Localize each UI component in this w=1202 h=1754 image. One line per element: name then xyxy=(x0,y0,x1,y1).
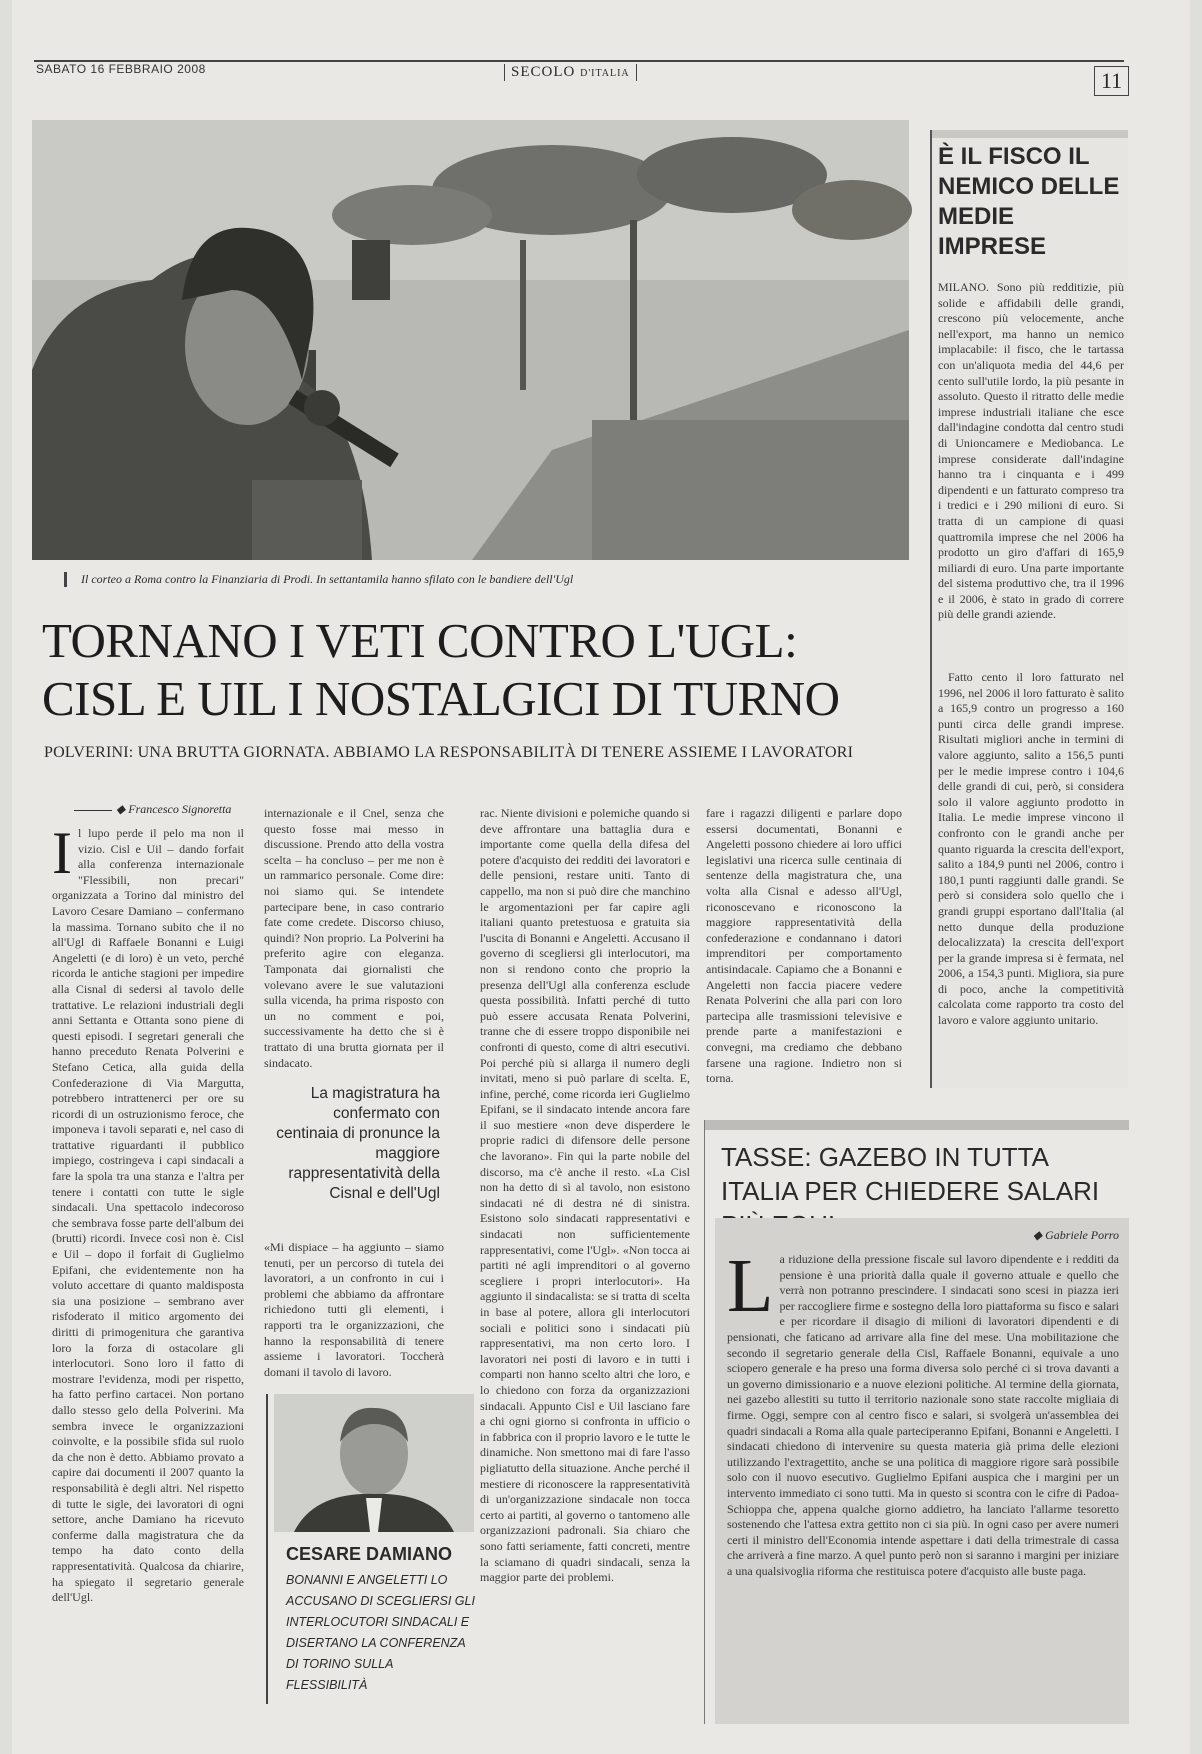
article-column-2a: internazionale e il Cnel, senza che questo fosse mai messo in discussione. Prendo atto della vostra scelta – ha concluso – per me non è un rammarico personale. Come dire: noi siamo qui. Se intendete partecipare bene, in caso contrario fate come credete. Discorso chiuso, quindi? Non proprio. La Polverini ha preferito agire con eleganza. Tamponata dai giornalisti che volevano avere le sue valutazioni sulla vicenda, ha prima risposto con un no comment e poi, successivamente ha detto che si è trattato di una brutta giornata per il sindacato. xyxy=(264,806,444,1070)
photo-caption: Il corteo a Roma contro la Finanziaria di Prodi. In settantamila hanno sfilato con le bandiere dell'Ugl xyxy=(64,572,921,587)
tasse-title: TASSE: GAZEBO IN TUTTA ITALIA PER CHIEDERE SALARI xyxy=(721,1142,1100,1206)
main-byline: ◆ Francesco Signoretta xyxy=(74,802,231,817)
fisco-top-bar xyxy=(932,130,1128,138)
main-headline xyxy=(42,612,912,728)
article-column-2b: «Mi dispiace – ha aggiunto – siamo tenuti, per un percorso di tutela dei lavoratori, a un confronto in cui i problemi che abbiamo da affrontare richiedono tutti gli elementi, i rapporti tra le organizzazioni, che hanno la responsabilità di tenere assieme i lavoratori. Toccherà domani il tavolo di lavoro. xyxy=(264,1240,444,1379)
damiano-name: CESARE DAMIANO xyxy=(286,1544,453,1564)
article-column-1-text: l lupo perde il pelo ma non il vizio. Cisl e Uil – dando forfait alla conferenza internazionale "Flessibili, non precari" organizzata a Torino dal ministro del Lavoro Cesare Damiano – confermano la massima. Tornano subito che il no all'Ugl di Raffaele Bonanni e Luigi Angeletti (e di loro) è un veto, perché ricorda le antiche stagioni per impedire alla Cisnal di sedersi al tavolo delle trattative. Le relazioni industriali degli anni Settanta e Ottanta sono piene di questi episodi. I segretari generali che hanno preceduto Renata Polverini e Stefano Cetica, alla guida della Confederazione di Via Margutta, potrebbero intrattenerci per ore su ricordi di un ostruzionismo feroce, che imponeva i tavoli separati e, nel caso di trattative riguardanti il pubblico impiego, costringeva i capi sindacali a fare la spola tra una stanza e l'altra per tenere i contatti con tutte le sigle sindacali. Una spettacolo indecoroso che sembrava fosse parte dell'album dei (brutti) ricordi. Invece così non è. Cisl e Uil – dopo il forfait di Guglielmo Epifani, che evidentemente non ha voluto accettare di quanto maldisposta sia una posizione – sembrano aver risfoderato il mitico argomento dei diritti di primogenitura che garantiva loro la forza di ostacolare gli interlocutori. Sono loro il fatto di mostrare l'evidenza, modi per rispetto, ha fatto perfino cartacei. Non portano dallo stesso gelo della Polverini. Ma sembra invece le organizzazioni coinvolte, e la possibile sfida sul ruolo da che non è detto. Abbiamo provato a capire dai documenti il 2007 quanto la responsabilità è degli altri. Nel rispetto di tutte le sigle, dei lavoratori di ogni settore, anche Damiano ha ricevuto conferme dalla magistratura che da tempo ha dato conto della rappresentatività. Qualcosa da chiarire, ha spiegato il segretario generale dell'Ugl. xyxy=(52,826,244,1605)
tasse-text-block xyxy=(727,1244,1119,1714)
damiano-subtitle: BONANNI E ANGELETTI LO ACCUSANO DI SCEGLIERSI GLI INTERLOCUTORI SINDACALI E DISERTANO LA CONFERENZA DI TORINO SULLA FLESSIBILITÀ xyxy=(286,1573,475,1692)
page-number: 11 xyxy=(1094,66,1129,96)
byline-rule xyxy=(74,810,112,811)
pull-quote: La magistratura ha confermato con centinaia di pronunce la maggiore rappresentatività della Cisnal e dell'Ugl xyxy=(276,1085,440,1202)
newspaper-page xyxy=(12,0,1190,1754)
issue-date: SABATO 16 FEBBRAIO 2008 xyxy=(36,62,206,76)
fisco-text-b: Fatto cento il loro fatturato nel 1996, nel 2006 il loro fatturato è salito a 165,9 contro un progresso a 160 punti circa delle grandi imprese. Risultati migliori anche in termini di valore aggiunto, salito a 156,5 punti per le medie imprese contro i 104,6 delle grandi di cui, però, si considera solo il valore aggiunto prodotto in Italia. Le medie imprese vincono il confronto con le grandi anche per quanto riguarda la crescita dell'export, salito a 184,9 punti nel 2006, contro i 180,1 punti raggiunti dalle grandi. Se però si considera solo quello che i grandi gruppi esportano dall'Italia (al netto dunque della produzione delocalizzata) la crescita dell'export per la grande impresa si è fermata, nel 2006, a 154,3 punti. Migliora, sia pure di poco, anche la competitività calcolata come rapporto tra costo del lavoro e valore aggiunto unitario. xyxy=(938,670,1124,1028)
headline-line-1: TORNANO I VETI CONTRO L'UGL: xyxy=(42,613,798,668)
main-subhead: POLVERINI: UNA BRUTTA GIORNATA. ABBIAMO LA RESPONSABILITÀ DI TENERE ASSIEME I LAVORATORI xyxy=(44,744,854,761)
tasse-box xyxy=(704,1120,1129,1724)
article-column-1 xyxy=(52,820,244,1736)
headline-line-2: CISL E UIL I NOSTALGICI DI TURNO xyxy=(42,671,840,726)
damiano-portrait xyxy=(274,1394,474,1532)
article-column-4: fare i ragazzi diligenti e parlare dopo essersi documentati, Bonanni e Angeletti possono chiedere ai loro uffici legislativi una ricerca sulle centinaia di sentenze della magistratura che, una volta alla Cisnal e adesso all'Ugl, riconoscevano e riconoscono la maggiore rappresentatività della confederazione e condannano i datori imprenditori per comportamento antisindacale. Capiamo che a Bonanni e Angeletti non faccia piacere vedere Renata Polverini che alla pari con loro partecipa alle trasmissioni televisive e prende parte a manifestazioni e convegni, ma crediamo che debbano farsene una ragione. Indietro non si torna. xyxy=(706,806,902,1086)
damiano-box xyxy=(266,1394,476,1704)
fisco-sidebar xyxy=(930,130,1128,1088)
main-byline-author: Francesco Signoretta xyxy=(128,802,232,816)
fisco-text-a: MILANO. Sono più redditizie, più solide e affidabili delle grandi, crescono più velocemente, anche nell'export, ma hanno un nemico implacabile: il fisco, che le tartassa con un'aliquota media del 44,6 per cento sull'utile lordo, la più pesante in assoluto. Questo il ritratto delle medie imprese industriali italiane che esce dall'indagine condotta dal centro studi di Unioncamere e Mediobanca. Le imprese considerate dall'indagine hanno tra i cinquanta e i 499 dipendenti e un fatturato compreso tra i tredici e i 290 milioni di euro. Si tratta di un campione di quasi quattromila imprese che nel 2006 ha prodotto un giro d'affari di 165,9 miliardi di euro. Una parte importante del sistema produttivo che, tra il 1996 e il 2006, è stato in grado di correre più delle grandi aziende. xyxy=(938,280,1124,622)
article-dropcap: I xyxy=(52,820,72,886)
page-header xyxy=(34,54,1124,94)
tasse-text: a riduzione della pressione fiscale sul lavoro dipendente e i redditi da pensione è una priorità dalla quale il governo attuale e quello che verrà non potranno prescindere. I sindacati sono scesi in piazza ieri per raccogliere firme e sostegno della loro piattaforma su fisco e salari e per ricordare il disagio di milioni di lavoratori dipendenti e di pensionati, che faticano ad arrivare alla fine del mese. Una mobilitazione che secondo il segretario generale della Cisl, Raffaele Bonanni, equivale a uno sciopero generale e ha preso una forma diversa solo perché ci si trova davanti a un governo dimissionario e a nuove elezioni politiche. Al termine della giornata, nei gazebo allestiti su tutto il territorio nazionale sono state raccolte migliaia di firme. Oggi, sempre con al centro fisco e salari, si svolgerà un'assemblea dei quadri sindacali a Roma alla quale parteciperanno Epifani, Bonanni e Angeletti. I sindacati chiedono di intervenire su questa materia già prima delle elezioni utilizzando l'extragettito, anche se una politica di maggiore rigore sarà possibile solo con il nuovo esecutivo. Guglielmo Epifani auspica che i margini per un intervento immediato ci sono tutti. Ma in questo si scontra con le cifre di Padoa-Schioppa che, appena qualche giorno addietro, ha lanciato l'allarme tesoretto sostenendo che l'attesa extra gettito non ci sia più. In ogni caso per avere numeri certi il ministro dell'Economia intende aspettare i dati della trimestrale di cassa che arriverà a fine marzo. A quel punto però non si saranno i margini per iniziare a una qualsivoglia riforma che restituisca potere d'acquisto alle buste paga. xyxy=(727,1252,1119,1578)
tasse-body xyxy=(715,1218,1129,1724)
rally-photo xyxy=(32,120,909,560)
tasse-byline-author: Gabriele Porro xyxy=(1045,1228,1119,1242)
tasse-dropcap: L xyxy=(727,1244,774,1328)
fisco-title: È IL FISCO IL NEMICO DELLE MEDIE IMPRESE xyxy=(938,143,1120,260)
tasse-byline: ◆ Gabriele Porro xyxy=(1032,1228,1119,1242)
masthead-suffix: D'ITALIA xyxy=(580,68,630,79)
masthead-name: SECOLO xyxy=(511,64,576,80)
masthead xyxy=(504,64,637,81)
damiano-portrait-image xyxy=(274,1394,474,1532)
rally-photo-image xyxy=(32,120,909,560)
tasse-top-bar xyxy=(705,1120,1129,1130)
article-column-3: rac. Niente divisioni e polemiche quando si deve affrontare una battaglia dura e importante come quella della difesa del potere d'acquisto dei redditi dei lavoratori e delle pensioni, restare uniti. Tanto di cappello, ma non si può dire che manchino le argomentazioni per far capire agli italiani quanto pretestuosa e gratuita sia l'uscita di Bonanni e Angeletti. Accusano il governo di scegliersi gli interlocutori, ma non si rendono conto che proprio la presenza dell'Ugl alla conferenza esclude questa possibilità. Infatti perché di tutto può essere accusata Renata Polverini, tranne che di essere troppo disponibile nei confronti di questo, come di altri esecutivi. Poi perché più si allarga il numero degli invitati, meno si può parlare di scelta. E, infine, perché, come ricorda ieri Guglielmo Epifani, se il sindacato intende ancora fare il suo mestiere «non deve disperdere le proprie radici di difensore delle persone che lavorano». Fin qui la parte nobile del discorso, ma c'è anche il resto. «La Cisl non ha detto di sì al tavolo, non esistono sindacati né di destra né di sinistra. Esistono solo sindacati rappresentativi e sindacati non sufficientemente rappresentativi, come l'Ugl». «Non tocca ai partiti né agli imprenditori o al governo scegliere i propri interlocutori». Ha aggiunto il sindacalista: se si tratta di scelta in base al potere, allora gli interlocutori sociali e politici sono i sindacati più rappresentativi, ma non certo loro. I lavoratori nei posti di lavoro e in tutti i comparti non hanno scelto altri che loro, e lo chiedono con forza da organizzazioni sindacali. Appunto Cisl e Uil lasciano fare a chi ogni giorno si confronta in ufficio o in fabbrica con il proprio lavoro e le tutte le dinamiche. Non smettono mai di fare l'asso pigliatutto della situazione. Anche perché il mestiere di riconoscere la rappresentatività di un'organizzazione sindacale non tocca certo ai partiti, al governo o tantomeno alle organizzazioni padronali. Sia chiaro che sono fatti seriamente, fatti concreti, mentre la sciamano di quadri sindacali, senza la maggior parte dei problemi. xyxy=(480,806,690,1585)
